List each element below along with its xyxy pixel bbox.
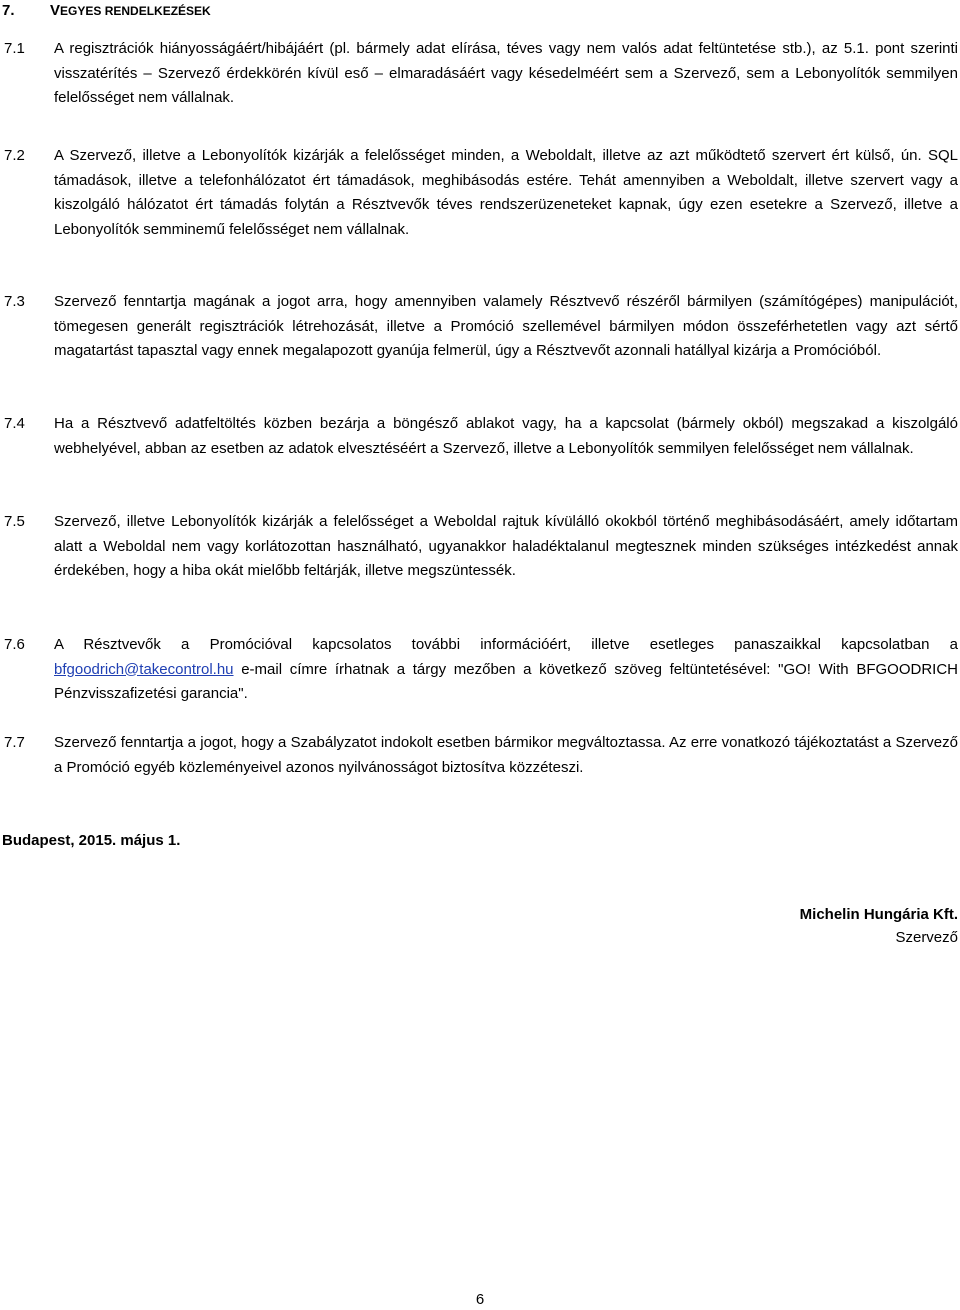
clause-text: Szervező fenntartja a jogot, hogy a Szabályzatot indokolt esetben bármikor megváltoztassa. Az erre vonatkozó tájékoztatást a Szervező a Promóció egyéb közleményeivel azonos nyilvánosságot biztosítva közzéteszi.	[54, 734, 958, 776]
email-link[interactable]: bfgoodrich@takecontrol.hu	[54, 660, 234, 678]
clause-text: Szervező fenntartja magának a jogot arra, hogy amennyiben valamely Résztvevő részéről bármilyen (számítógépes) manipulációt, tömegesen generált regisztrációk létrehozását, illetve a Promóció szellemével bármilyen módon összeférhetetlen vagy azt sértő magatartást tapasztal vagy ennek megalapozott gyanúja felmerül, úgy a Résztvevőt azonnali hatállyal kizárja a Promócióból.	[54, 293, 958, 359]
clause-number: 7.4	[4, 415, 25, 432]
signer-role: Szervező	[895, 929, 958, 946]
clause-number: 7.3	[4, 293, 25, 310]
clause-number: 7.6	[4, 636, 25, 653]
clause-number: 7.7	[4, 734, 25, 751]
clause-text: A regisztrációk hiányosságáért/hibájáért (pl. bármely adat elírása, téves vagy nem valós adat feltüntetése stb.), az 5.1. pont szerinti visszatérítés – Szervező érdekkörén kívül eső – elmaradásáért vagy késedelméért sem a Szervező, sem a Lebonyolítók semmilyen felelősséget nem vállalnak.	[54, 40, 958, 106]
signature-block	[800, 903, 958, 949]
clause-number: 7.1	[4, 40, 25, 57]
clause-7-1	[4, 37, 958, 111]
clause-7-7	[4, 731, 958, 780]
place-and-date: Budapest, 2015. május 1.	[2, 832, 181, 849]
signer-company: Michelin Hungária Kft.	[799, 906, 958, 923]
page-number: 6	[475, 1291, 485, 1308]
section-title-initial: V	[50, 2, 61, 19]
section-heading	[2, 0, 211, 22]
clause-number: 7.2	[4, 147, 25, 164]
clause-text-after: e-mail címre írhatnak a tárgy mezőben a következő szöveg feltüntetésével: "GO! With BFGOODRICH Pénzvisszafizetési garancia".	[54, 660, 958, 702]
section-number: 7.	[2, 2, 15, 19]
clause-7-2	[4, 144, 958, 242]
clause-text: Ha a Résztvevő adatfeltöltés közben bezárja a böngésző ablakot vagy, ha a kapcsolat (bármely okból) megszakad a kiszolgáló webhelyével, abban az esetben az adatok elvesztéséért a Szervező, illetve a Lebonyolítók semmilyen felelősséget nem vállalnak.	[54, 415, 958, 457]
clause-text	[54, 633, 958, 707]
clause-text: Szervező, illetve Lebonyolítók kizárják a felelősséget a Weboldal rajtuk kívülálló okokból történő meghibásodásáért, amely időtartam alatt a Weboldal nem vagy korlátozottan használható, ugyanakkor haladéktalanul megtesznek minden szükséges intézkedést annak érdekében, hogy a hiba okát mielőbb feltárják, illetve megszüntessék.	[54, 513, 958, 579]
clause-text-before: A Résztvevők a Promócióval kapcsolatos további információért, illetve esetleges panaszaikkal kapcsolatban a	[54, 636, 958, 653]
clause-text: A Szervező, illetve a Lebonyolítók kizárják a felelősséget minden, a Weboldalt, illetve az azt működtető szervert ért külső, ún. SQL támadások, illetve a telefonhálózatot ért támadások, meghibásodás estére. Tehát amennyiben a Weboldalt, illetve szervert vagy a kiszolgáló hálózatot ért támadás folytán a Résztvevők téves rendszerüzeneteket kapnak, úgy ezen esetekre a Szervező, illetve a Lebonyolítók semminemű felelősséget nem vállalnak.	[54, 147, 958, 238]
section-title-rest: EGYES RENDELKEZÉSEK	[60, 4, 211, 18]
clause-7-6	[4, 633, 958, 707]
clause-7-4	[4, 412, 958, 461]
clause-7-5	[4, 510, 958, 584]
clause-7-3	[4, 290, 958, 364]
clause-number: 7.5	[4, 513, 25, 530]
